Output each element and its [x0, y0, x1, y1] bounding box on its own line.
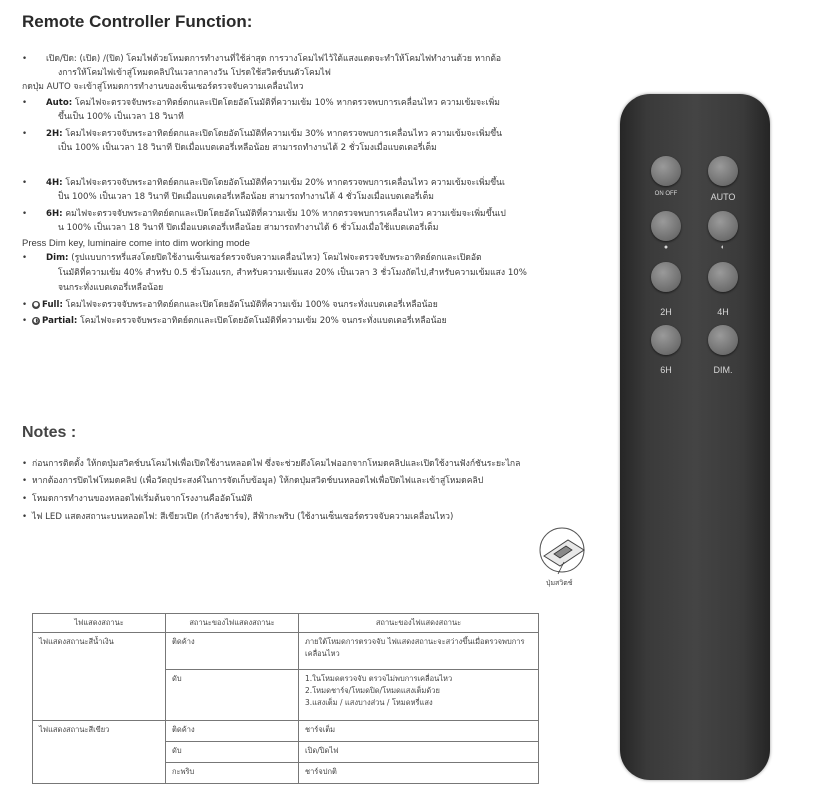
table-row	[33, 721, 539, 742]
list-item-dim: • Dim: (รูปแบบการหรี่แสงโดยปิดใช้งานเซ็นเซอร์ตรวจจับความเคลื่อนไหว) โคมไฟจะตรวจจับพระอาทิตย์ตกและเปิดอัต	[22, 253, 482, 263]
table-cell-meaning: ภายใต้โหมดการตรวจจับ ไฟแสดงสถานะจะสว่างขึ้นเมื่อตรวจพบการเคลื่อนไหว	[299, 633, 539, 670]
dim-label: DIM.	[713, 365, 733, 375]
table-cell-state: ดับ	[166, 742, 299, 763]
table-cell-state: ดับ	[166, 670, 299, 721]
remote-function-heading: Remote Controller Function:	[22, 12, 253, 31]
list-item-full: • ● Full: โคมไฟจะตรวจจับพระอาทิตย์ตกและเปิดโดยอัตโนมัติที่ความเข้ม 100% จนกระทั่งแบตเตอรี่เหลือน้อย	[22, 300, 438, 310]
table-cell-state: กะพริบ	[166, 763, 299, 784]
list-item-cont: โนมัติที่ความเข้ม 40% สำหรับ 0.5 ชั่วโมงแรก, สำหรับความเข้มแสง 20% เป็นเวลา 3 ชั่วโมงถัดไป,สำหรับความเข้มแสง 10%	[58, 268, 527, 278]
table-cell-group: ไฟแสดงสถานะสีเขียว	[33, 721, 166, 784]
table-cell-meaning: เปิด/ปิดไฟ	[299, 742, 539, 763]
partial-icon: ◐	[33, 316, 39, 324]
dim-intro: Press Dim key, luminaire come into dim working mode	[22, 238, 250, 249]
auto-mode-intro: กดปุ่ม AUTO จะเข้าสู่โหมดการทำงานของเซ็นเซอร์ตรวจจับความเคลื่อนไหว	[22, 82, 304, 92]
table-cell-meaning: 1.ในโหมดตรวจจับ ตรวจไม่พบการเคลื่อนไหว 2.โหมดชาร์จ/โหมดปิด/โหมดแสงเต็มด้วย 3.แสงเต็ม / แสงบางส่วน / โหมดหรี่แสง	[299, 670, 539, 721]
list-item-auto: • Auto: โคมไฟจะตรวจจับพระอาทิตย์ตกและเปิดโดยอัตโนมัติที่ความเข้ม 10% หากตรวจพบการเคลื่อนไหว ความเข้มจะเพิ่ม	[22, 98, 500, 108]
partial-button[interactable]	[708, 211, 738, 241]
table-cell-meaning: ชาร์จเต็ม	[299, 721, 539, 742]
list-item-cont: ป็น 100% เป็นเวลา 18 วินาที ปิดเมื่อแบตเตอรี่เหลือน้อย สามารถทำงานได้ 4 ชั่วโมงเมื่อแบตเตอรี่เต็ม	[58, 192, 434, 202]
6h-label: 6H	[660, 365, 672, 375]
list-item-2h: • 2H: โคมไฟจะตรวจจับพระอาทิตย์ตกและเปิดโดยอัตโนมัติที่ความเข้ม 30% หากตรวจพบการเคลื่อนไหว ความเข้มจะเพิ่มขึ้น	[22, 129, 503, 139]
switch-label: ปุ่มสวิตช์	[546, 579, 573, 587]
6h-button[interactable]	[651, 325, 681, 355]
table-header: ไฟแสดงสถานะ	[33, 614, 166, 633]
on-off-label: ON OFF	[654, 191, 678, 197]
list-item-partial: • ◐ Partial: โคมไฟจะตรวจจับพระอาทิตย์ตกและเปิดโดยอัตโนมัติที่ความเข้ม 20% จนกระทั่งแบตเตอรี่เหลือน้อย	[22, 316, 447, 326]
table-cell-meaning: ชาร์จปกติ	[299, 763, 539, 784]
list-item-6h: • 6H: คมไฟจะตรวจจับพระอาทิตย์ตกและเปิดโดยอัตโนมัติที่ความเข้ม 10% หากตรวจพบการเคลื่อนไหว ความเข้มจะเพิ่มขึ้นเป	[22, 209, 506, 219]
note-item: • ก่อนการติดตั้ง ให้กดปุ่มสวิตช์บนโคมไฟเพื่อเปิดใช้งานหลอดไฟ ซึ่งจะช่วยดึงโคมไฟออกจากโหมดคลิปและเปิดใช้งานฟังก์ชันระยะไกล	[22, 459, 521, 469]
lamp-switch-icon	[538, 526, 592, 578]
table-row	[33, 633, 539, 670]
2h-label: 2H	[660, 307, 672, 317]
4h-label: 4H	[717, 307, 729, 317]
table-header: สถานะของไฟแสดงสถานะ	[166, 614, 299, 633]
table-cell-state: ติดค้าง	[166, 721, 299, 742]
list-item-cont: ขึ้นเป็น 100% เป็นเวลา 18 วินาที	[58, 112, 184, 122]
list-item-cont: งการให้โคมไฟเข้าสู่โหมดคลิปในเวลากลางวัน โปรดใช้สวิตช์บนตัวโคมไฟ	[58, 68, 331, 78]
table-cell-state: ติดค้าง	[166, 633, 299, 670]
full-button[interactable]	[651, 211, 681, 241]
full-icon: ●	[33, 300, 39, 308]
list-item: • เปิด/ปิด: (เปิด) /(ปิด) โคมไฟด้วยโหมดการทำงานที่ใช้ล่าสุด การวางโคมไฟไว้ใต้แสงแดดจะทำให้โคมไฟทำงานด้วย หากต้อ	[22, 54, 502, 64]
list-item-cont: น 100% เป็นเวลา 18 วินาที ปิดเมื่อแบตเตอรี่เหลือน้อย สามารถทำงานได้ 6 ชั่วโมงเมื่อใช้แบตเตอรี่เต็ม	[58, 223, 439, 233]
auto-button[interactable]	[708, 156, 738, 186]
2h-button[interactable]	[651, 262, 681, 292]
on-off-button[interactable]	[651, 156, 681, 186]
list-item-cont: เป็น 100% เป็นเวลา 18 วินาที ปิดเมื่อแบตเตอรี่เหลือน้อย สามารถทำงานได้ 2 ชั่วโมงเมื่อแบตเตอรี่เต็ม	[58, 143, 437, 153]
table-cell-group: ไฟแสดงสถานะสีน้ำเงิน	[33, 633, 166, 721]
partial-icon: ◐	[720, 244, 726, 251]
full-icon: ●	[663, 244, 669, 251]
table-header-row	[33, 614, 539, 633]
notes-heading: Notes :	[22, 424, 77, 441]
4h-button[interactable]	[708, 262, 738, 292]
table-header: สถานะของไฟแสดงสถานะ	[299, 614, 539, 633]
note-item: • โหมดการทำงานของหลอดไฟเริ่มต้นจากโรงงานคืออัตโนมัติ	[22, 494, 253, 504]
dim-button[interactable]	[708, 325, 738, 355]
note-item: • ไฟ LED แสดงสถานะบนหลอดไฟ: สีเขียวเปิด (กำลังชาร์จ), สีฟ้ากะพริบ (ใช้งานเซ็นเซอร์ตรวจจับความเคลื่อนไหว)	[22, 512, 454, 522]
switch-illustration	[538, 526, 592, 594]
list-item-4h: • 4H: โคมไฟจะตรวจจับพระอาทิตย์ตกและเปิดโดยอัตโนมัติที่ความเข้ม 20% หากตรวจพบการเคลื่อนไหว ความเข้มจะเพิ่มขึ้นเ	[22, 178, 505, 188]
led-status-table	[32, 613, 539, 784]
remote-controller	[620, 94, 770, 780]
note-item: • หากต้องการปิดไฟโหมดคลิป (เพื่อวัตถุประสงค์ในการจัดเก็บข้อมูล) ให้กดปุ่มสวิตช์บนหลอดไฟเพื่อปิดไฟและเข้าสู่โหมดคลิป	[22, 476, 484, 486]
list-item-cont: จนกระทั่งแบตเตอรี่เหลือน้อย	[58, 283, 164, 293]
auto-label: AUTO	[710, 192, 736, 202]
